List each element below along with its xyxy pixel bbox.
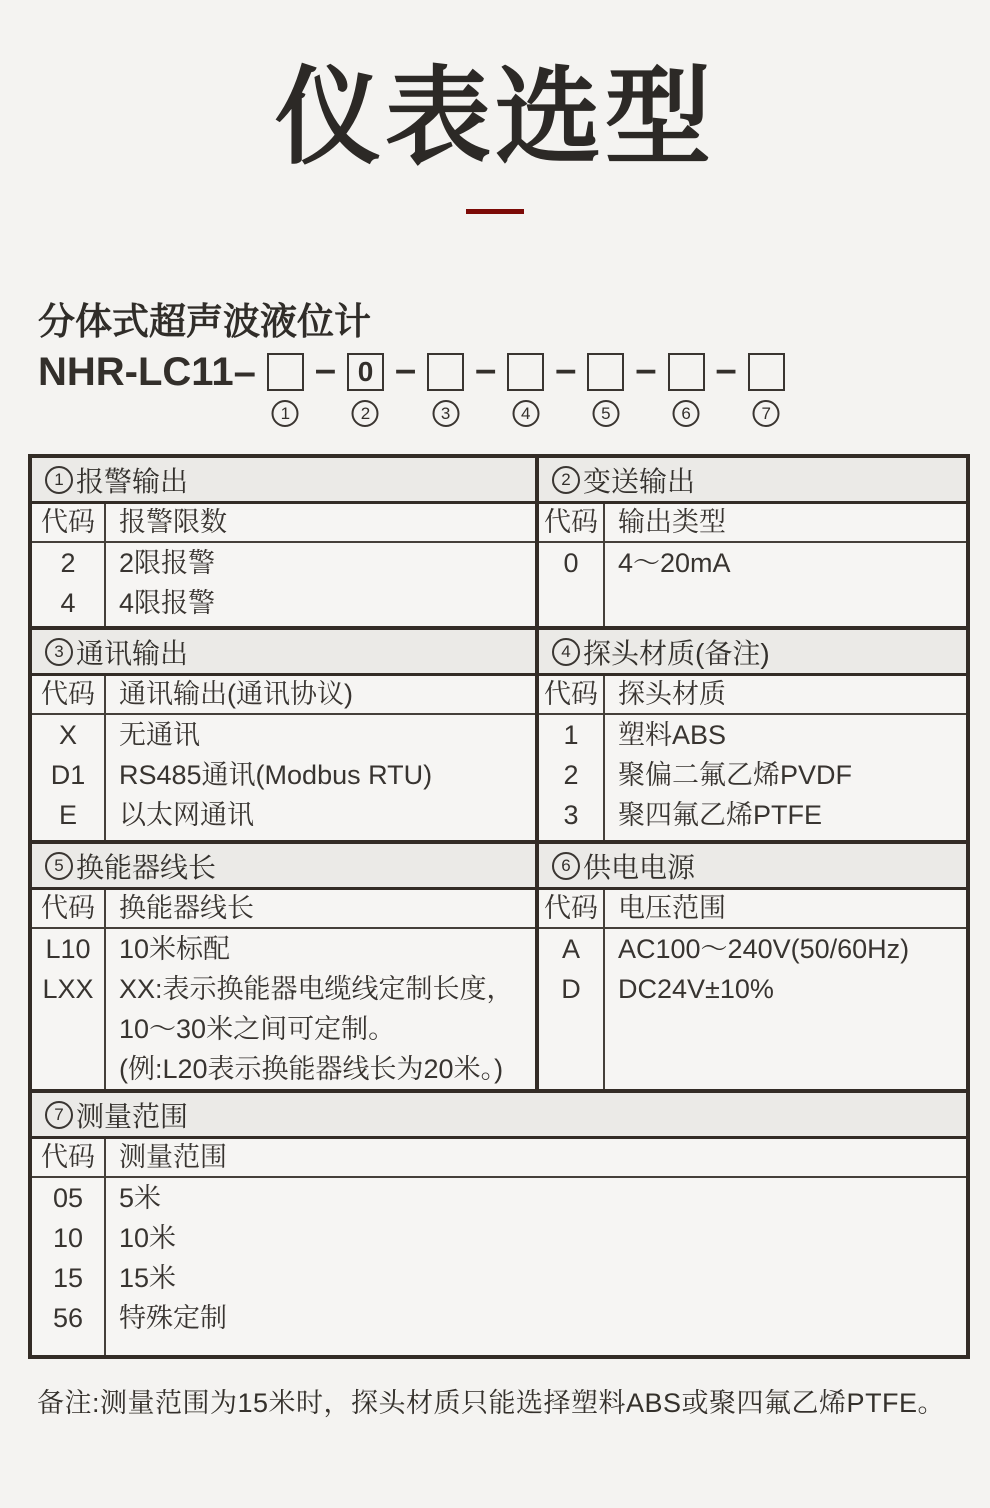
table-cell: 15 <box>52 1263 84 1294</box>
table-cell: RS485通讯(Modbus RTU) <box>119 760 433 791</box>
table-cell: 4～20mA <box>618 548 731 579</box>
model-dash-1: – <box>314 348 336 391</box>
table-cell: AC100～240V(50/60Hz) <box>618 934 910 965</box>
section-6-desc-header: 电压范围 <box>605 890 966 929</box>
table-cell: A <box>561 934 580 965</box>
model-code-value-2: 0 <box>357 356 374 388</box>
section-2-desc-header: 输出类型 <box>605 504 966 543</box>
model-position-label-6: 6 <box>673 400 700 427</box>
model-dash-5: – <box>635 348 657 391</box>
table-cell: D1 <box>50 760 86 791</box>
section-4-code-header: 代码 <box>539 676 603 715</box>
table-cell <box>106 969 535 1089</box>
section-1-title <box>32 458 535 504</box>
section-4-number-icon: 4 <box>552 638 580 666</box>
section-5-number-icon: 5 <box>45 852 73 880</box>
section-2-code-header: 代码 <box>539 504 603 543</box>
table-cell: LXX <box>42 974 94 1005</box>
section-7-body <box>32 1139 966 1355</box>
table-cell: 10 <box>52 1223 84 1254</box>
section-1-code-column <box>32 504 106 626</box>
model-code-box-1 <box>267 353 304 423</box>
table-cell: D <box>561 974 581 1005</box>
section-4-body <box>539 676 966 840</box>
title-underline-rule <box>466 209 524 214</box>
table-cell: 2限报警 <box>119 548 216 579</box>
table-cell: 05 <box>52 1183 84 1214</box>
table-row-sections-1-2 <box>32 458 966 630</box>
model-position-label-4: 4 <box>512 400 539 427</box>
section-5-desc-header: 换能器线长 <box>106 890 535 929</box>
table-cell: DC24V±10% <box>618 974 774 1005</box>
section-power-supply <box>535 844 966 1089</box>
section-6-title-text: 供电电源 <box>583 851 696 883</box>
model-code-box-2 <box>347 353 384 423</box>
model-slot-1 <box>256 353 304 423</box>
model-position-label-3: 3 <box>432 400 459 427</box>
table-cell: L10 <box>45 934 91 965</box>
section-7-desc-column <box>106 1139 966 1355</box>
table-row-sections-5-6 <box>32 844 966 1093</box>
section-4-code-column <box>539 676 605 840</box>
section-4-title <box>539 630 966 676</box>
model-slot-5 <box>544 348 624 423</box>
model-slot-2 <box>304 348 384 423</box>
section-2-desc-column <box>605 504 966 626</box>
section-2-title-text: 变送输出 <box>583 465 696 497</box>
section-3-code-header: 代码 <box>32 676 104 715</box>
section-3-number-icon: 3 <box>45 638 73 666</box>
table-cell: 10米 <box>119 1223 177 1254</box>
table-cell: 无通讯 <box>119 720 200 751</box>
section-6-number-icon: 6 <box>552 852 580 880</box>
section-2-body <box>539 504 966 626</box>
section-7-code-column <box>32 1139 106 1355</box>
model-slot-6 <box>624 348 704 423</box>
section-4-desc-column <box>605 676 966 840</box>
model-dash-6: – <box>715 348 737 391</box>
table-cell: 4 <box>60 588 76 619</box>
table-cell: 1 <box>563 720 579 751</box>
model-slot-7 <box>705 348 785 423</box>
table-cell: 聚偏二氟乙烯PVDF <box>618 760 853 791</box>
section-5-code-header: 代码 <box>32 890 104 929</box>
table-cell: 4限报警 <box>119 588 216 619</box>
section-3-desc-column <box>106 676 535 840</box>
table-cell: 2 <box>60 548 76 579</box>
section-6-desc-column <box>605 890 966 1089</box>
table-row-section-7 <box>32 1093 966 1355</box>
section-3-code-column <box>32 676 106 840</box>
page <box>0 52 990 1508</box>
section-1-desc-column <box>106 504 535 626</box>
model-slot-3 <box>384 348 464 423</box>
section-communication-output <box>32 630 535 840</box>
model-dash-4: – <box>555 348 577 391</box>
table-cell: 0 <box>563 548 579 579</box>
model-prefix: NHR-LC11– <box>38 349 256 394</box>
section-6-code-column <box>539 890 605 1089</box>
model-dash-2: – <box>394 348 417 391</box>
model-position-label-2: 2 <box>352 400 379 427</box>
table-cell: 2 <box>563 760 579 791</box>
section-3-desc-header: 通讯输出(通讯协议) <box>106 676 535 715</box>
selection-table <box>28 454 970 1359</box>
model-code-line <box>38 348 990 423</box>
table-cell: 3 <box>563 800 579 831</box>
table-cell: 塑料ABS <box>618 720 727 751</box>
page-title: 仪表选型 <box>275 59 715 177</box>
section-4-desc-header: 探头材质 <box>605 676 966 715</box>
section-6-title <box>539 844 966 890</box>
model-dash-3: – <box>475 348 497 391</box>
table-cell-line: (例:L20表示换能器线长为20米。) <box>119 1054 504 1085</box>
table-cell: E <box>58 800 77 831</box>
table-cell: 以太网通讯 <box>119 800 254 831</box>
section-transducer-cable-length <box>32 844 535 1089</box>
model-position-label-1: 1 <box>272 400 299 427</box>
model-code-box-6 <box>668 353 705 423</box>
footnote: 备注:测量范围为15米时，探头材质只能选择塑料ABS或聚四氟乙烯PTFE。 <box>37 1388 946 1419</box>
section-3-title <box>32 630 535 676</box>
section-7-desc-header: 测量范围 <box>106 1139 966 1178</box>
table-cell: 聚四氟乙烯PTFE <box>618 800 823 831</box>
section-2-number-icon: 2 <box>552 466 580 494</box>
table-cell: 10米标配 <box>119 934 231 965</box>
section-probe-material <box>535 630 966 840</box>
table-cell: 5米 <box>119 1183 162 1214</box>
section-6-code-header: 代码 <box>539 890 603 929</box>
model-code-box-7 <box>748 353 785 423</box>
section-measuring-range <box>32 1093 966 1355</box>
section-7-title-text: 测量范围 <box>76 1100 189 1132</box>
section-2-code-column <box>539 504 605 626</box>
model-position-label-5: 5 <box>592 400 619 427</box>
section-1-body <box>32 504 535 626</box>
table-cell-line: XX:表示换能器电缆线定制长度， <box>119 974 514 1005</box>
section-alarm-output <box>32 458 535 626</box>
section-2-title <box>539 458 966 504</box>
section-3-body <box>32 676 535 840</box>
model-code-box-5 <box>587 353 624 423</box>
section-3-title-text: 通讯输出 <box>76 637 189 669</box>
section-6-body <box>539 890 966 1089</box>
section-7-number-icon: 7 <box>45 1101 73 1129</box>
section-1-code-header: 代码 <box>32 504 104 543</box>
table-cell: 特殊定制 <box>119 1303 227 1334</box>
model-code-box-4 <box>507 353 544 423</box>
model-slot-4 <box>464 348 544 423</box>
section-5-code-column <box>32 890 106 1089</box>
section-7-title <box>32 1093 966 1139</box>
section-transmit-output <box>535 458 966 626</box>
table-cell-line: 10～30米之间可定制。 <box>119 1014 396 1045</box>
section-1-title-text: 报警输出 <box>76 465 189 497</box>
table-cell: X <box>58 720 77 751</box>
section-4-title-text: 探头材质(备注) <box>583 637 770 669</box>
model-code-box-3 <box>427 353 464 423</box>
table-cell: 15米 <box>119 1263 177 1294</box>
section-7-code-header: 代码 <box>32 1139 104 1178</box>
section-5-body <box>32 890 535 1089</box>
product-subtitle: 分体式超声波液位计 <box>38 300 371 342</box>
model-position-label-7: 7 <box>753 400 780 427</box>
section-5-title-text: 换能器线长 <box>76 851 217 883</box>
section-5-desc-column <box>106 890 535 1089</box>
section-1-desc-header: 报警限数 <box>106 504 535 543</box>
section-5-title <box>32 844 535 890</box>
table-row-sections-3-4 <box>32 630 966 844</box>
section-1-number-icon: 1 <box>45 466 73 494</box>
table-cell: 56 <box>52 1303 84 1334</box>
